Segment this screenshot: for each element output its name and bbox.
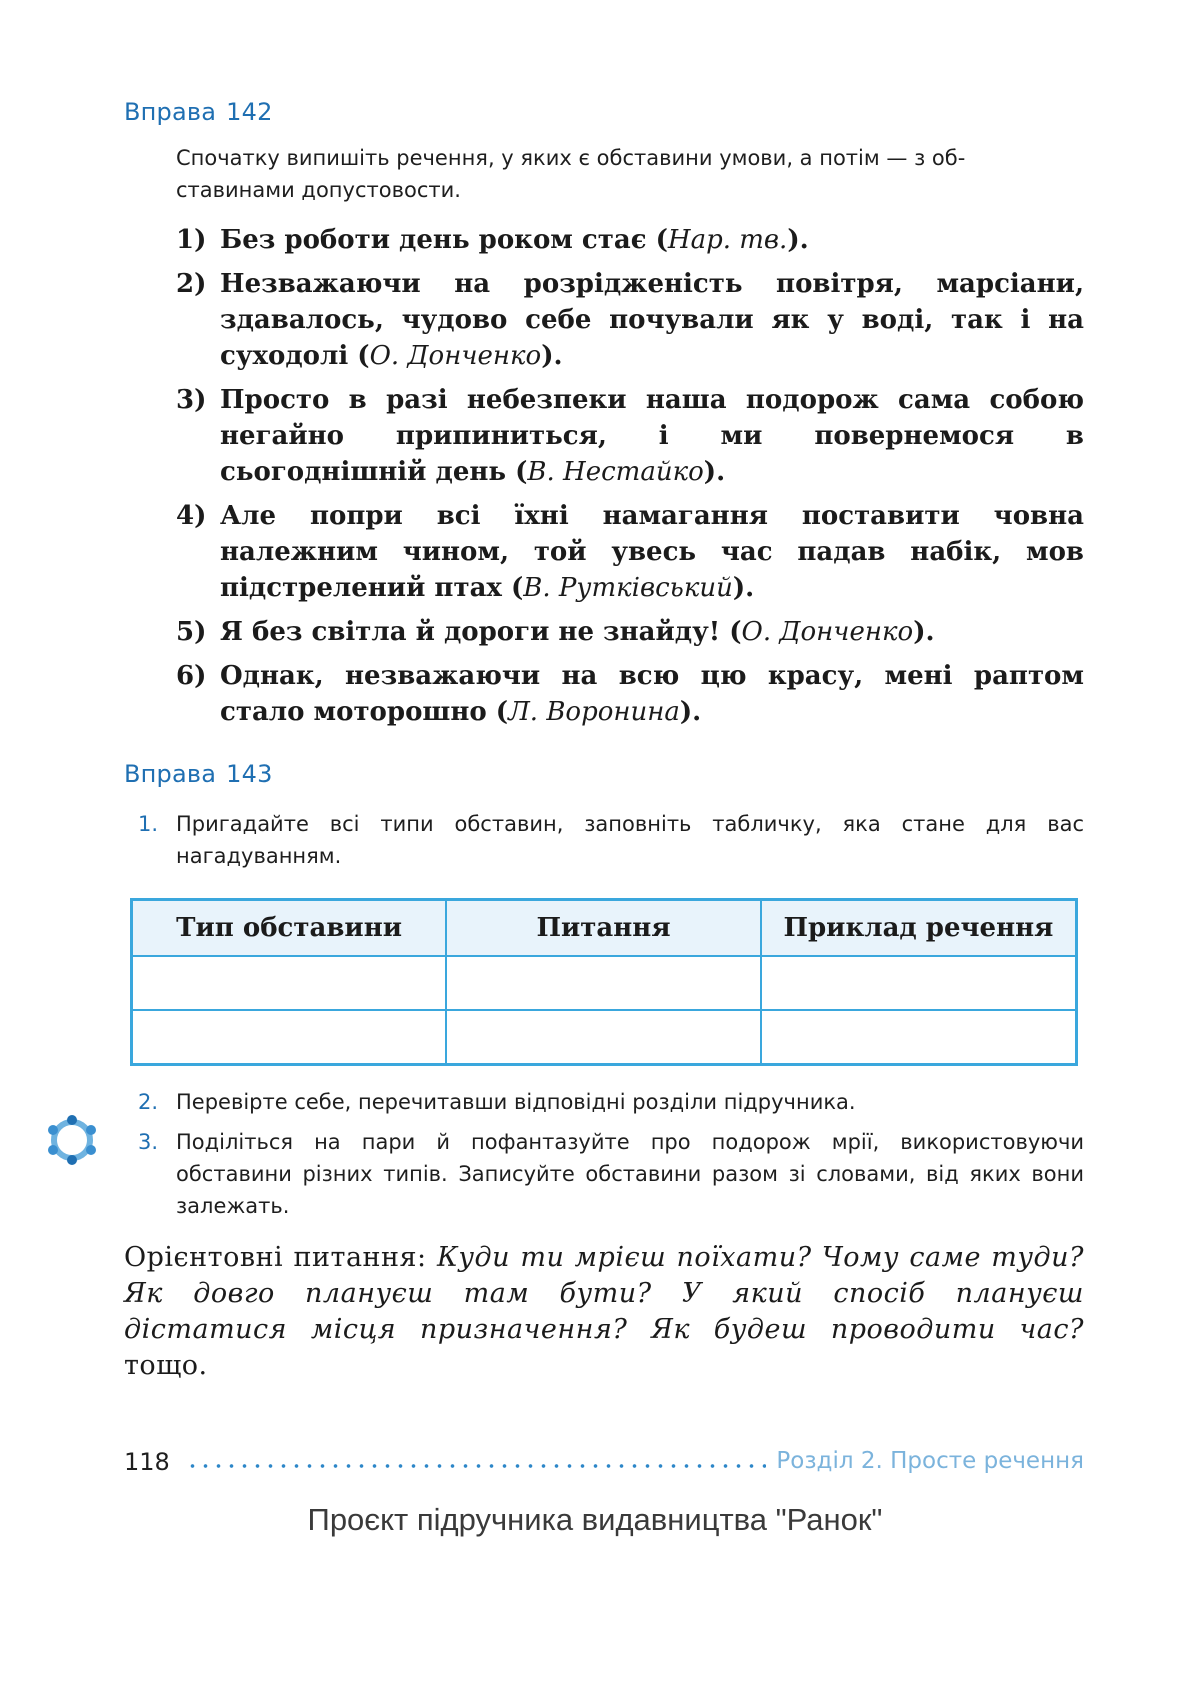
list-item [176,382,1084,490]
sentence-end: ). [787,225,809,255]
table-cell[interactable] [446,1010,761,1065]
sentence-source: Л. Воронина [508,697,680,727]
task-list-part-2 [138,1086,1084,1222]
list-item [176,222,1084,258]
sentence-end: ). [732,573,755,603]
list-item [176,614,1084,650]
questions-end: тощо. [124,1350,208,1381]
list-item [138,1126,1084,1222]
task-line-2: ставинами допустовости. [176,178,461,202]
exercise-label: Вправа [124,98,217,126]
table-cell[interactable] [761,1010,1077,1065]
sentence-end: ). [913,617,935,647]
sentence-number: 6) [176,661,207,691]
guiding-questions [124,1240,1084,1384]
list-item [138,1086,1084,1118]
exercise-142-task [176,142,1084,206]
table-cell[interactable] [761,956,1077,1010]
sentence-number: 3) [176,385,207,415]
sentence-number: 5) [176,617,207,647]
sentence-end: ). [679,697,702,727]
list-item [176,266,1084,374]
item-text: Поділіться на пари й пофантазуйте про подорож мрії, використовуючи обставини різних типів. Записуйте обставини разом зі словами, від яких вони залежать. [176,1130,1084,1218]
section-title: Розділ 2. Просте речення [776,1448,1084,1474]
exercise-number: 142 [226,98,273,126]
sentence-source: Нар. тв. [667,225,788,255]
exercise-143-title [124,760,273,788]
task-line-1: Спочатку випишіть речення, у яких є обставини умови, а потім — з об- [176,146,966,170]
column-header-type: Тип обставини [132,900,447,957]
questions-label: Орієнтовні питання: [124,1242,437,1273]
item-text: Перевірте себе, перечитавши відповідні розділи підручника. [176,1090,856,1114]
list-item [176,658,1084,730]
sentence-number: 2) [176,269,207,299]
sentence-text: Незважаючи на розрідженість повітря, марсіани, здавалось, чудово себе почували як у воді, так і на суходолі ( [220,269,1084,371]
task-list-part-1 [138,808,1084,872]
questions-text: Куди ти мрієш поїхати? Чому саме туди? Як довго плануєш там бути? У який спосіб плануєш дістатися місця призначення? Як будеш проводити час? [124,1242,1084,1345]
exercise-number: 143 [226,760,273,788]
sentence-text: Просто в разі небезпеки наша подорож сама собою негайно припиниться, і ми повернемося в сьогоднішній день ( [220,385,1084,487]
table-cell[interactable] [132,1010,447,1065]
column-header-question: Питання [446,900,761,957]
sentence-list [176,222,1084,738]
sentence-source: В. Рутківський [523,573,733,603]
sentence-text: Але попри всі їхні намагання поставити човна належним чином, той увесь час падав набік, мов підстрелений птах ( [220,501,1084,603]
sentence-number: 4) [176,501,207,531]
item-number: 2. [138,1090,159,1114]
adverbial-types-table [130,898,1078,1066]
publisher-watermark: Проєкт підручника видавництва "Ранок" [307,1502,883,1537]
pair-work-icon [44,1112,100,1168]
list-item [138,808,1084,872]
sentence-end: ). [541,341,563,371]
table-cell[interactable] [446,956,761,1010]
sentence-text: Я без світла й дороги не знайду! ( [220,617,742,647]
sentence-end: ). [703,457,726,487]
exercise-label: Вправа [124,760,217,788]
item-number: 3. [138,1130,159,1154]
sentence-source: О. Донченко [741,617,914,647]
sentence-number: 1) [176,225,207,255]
sentence-text: Однак, незважаючи на всю цю красу, мені раптом стало моторошно ( [220,661,1084,727]
sentence-source: В. Нестайко [527,457,704,487]
table-cell[interactable] [132,956,447,1010]
sentence-text: Без роботи день роком стає ( [220,225,668,255]
table-row [132,1010,1077,1065]
page-number: 118 [124,1448,170,1476]
item-text: Пригадайте всі типи обставин, заповніть табличку, яка стане для вас нагадуванням. [176,812,1084,868]
column-header-example: Приклад речення [761,900,1077,957]
table-row [132,956,1077,1010]
sentence-source: О. Донченко [369,341,542,371]
table-header-row [132,900,1077,957]
footer-dotted-leader [186,1464,766,1468]
list-item [176,498,1084,606]
item-number: 1. [138,812,159,836]
exercise-142-title [124,98,273,126]
